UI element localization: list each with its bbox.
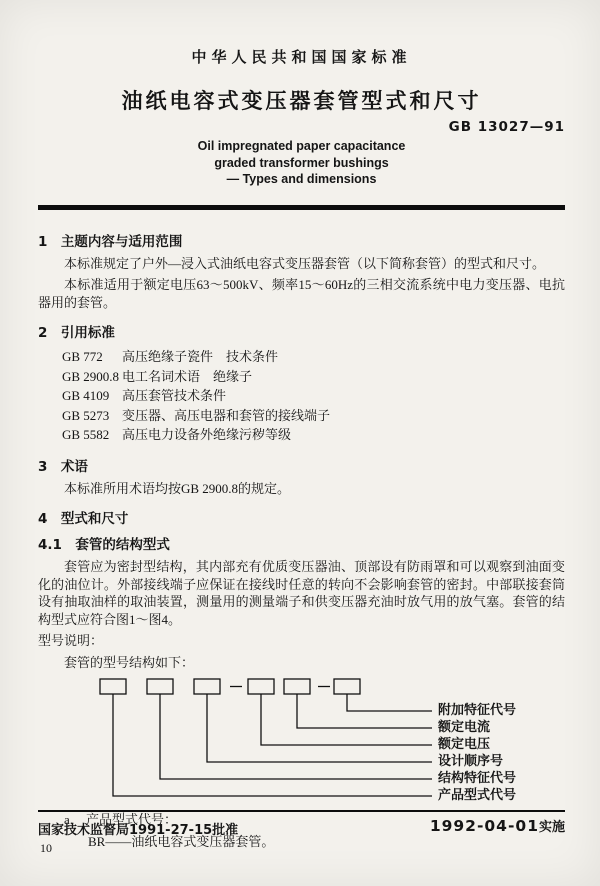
- section-4-1-heading: 4.1 套管的结构型式: [38, 537, 170, 553]
- english-title-line3: — Types and dimensions: [226, 172, 377, 186]
- reference-title: 电工名词术语 绝缘子: [122, 368, 253, 384]
- reference-item: [62, 386, 565, 406]
- reference-item: [62, 367, 565, 387]
- approval-note: 国家技术监督局1991-27-15批准: [38, 823, 239, 838]
- implementation-date-value: 1992-04-01: [429, 817, 539, 835]
- reference-code: GB 772: [62, 349, 103, 364]
- reference-item: [62, 425, 565, 445]
- standard-category-label: 中华人民共和国国家标准: [191, 48, 412, 66]
- implementation-date: [430, 816, 565, 835]
- reference-item: [62, 406, 565, 426]
- model-label-additional-feature-code: 附加特征代号: [438, 703, 517, 718]
- document-title: 油纸电容式变压器套管型式和尺寸: [121, 89, 482, 113]
- model-label-design-sequence-number: 设计顺序号: [438, 754, 504, 769]
- product-type-code-detail: BR——油纸电容式变压器套管。: [88, 833, 275, 849]
- model-code-box-2: [147, 679, 173, 694]
- section-4-1-para: 套管应为密封型结构，其内部充有优质变压器油、顶部设有防雨罩和可以观察到油面变化的油位计。外部接线端子应保证在接线时任意的转向不会影响套管的密封。中部联接套筒设有抽取油样的取油装置，测量用的测量端子和供变压器充油时放气用的放气塞。套管的结构型式应符合图1～图4。: [38, 559, 565, 627]
- header-divider: [38, 205, 565, 210]
- model-label-product-type-code: 产品型式代号: [438, 788, 517, 803]
- referenced-standards-list: [62, 347, 565, 445]
- model-code-box-4: [248, 679, 274, 694]
- section-1-para-1: 本标准规定了户外—浸入式油纸电容式变压器套管（以下简称套管）的型式和尺寸。: [64, 255, 546, 271]
- model-label-rated-voltage: 额定电压: [438, 737, 491, 752]
- reference-title: 高压套管技术条件: [122, 388, 227, 403]
- model-note: 型号说明：: [38, 633, 104, 648]
- english-title: [38, 138, 565, 188]
- model-code-box-6: [334, 679, 360, 694]
- section-1-para-2: 本标准适用于额定电压63～500kV、频率15～60Hz的三相交流系统中电力变压器、电抗器用的套管。: [38, 277, 565, 310]
- reference-code: GB 5582: [62, 427, 110, 442]
- reference-title: 变压器、高压电器和套管的接线端子: [122, 407, 331, 423]
- connector-line: [160, 694, 432, 779]
- standard-number: GB 13027—91: [448, 119, 565, 135]
- section-4-heading: 4 型式和尺寸: [38, 511, 129, 527]
- model-code-box-1: [100, 679, 126, 694]
- model-number-diagram: [38, 675, 565, 807]
- connector-line: [347, 694, 432, 711]
- reference-title: 高压电力设备外绝缘污秽等级: [122, 427, 292, 442]
- product-type-code-item: a. 产品型式代号：: [64, 812, 178, 827]
- reference-code: GB 4109: [62, 388, 110, 403]
- model-intro: 套管的型号结构如下：: [64, 654, 195, 670]
- implementation-date-suffix: 实施: [538, 820, 565, 835]
- section-1-heading: 1 主题内容与适用范围: [38, 233, 183, 250]
- page-number: 10: [40, 841, 52, 855]
- model-label-rated-current: 额定电流: [438, 720, 491, 735]
- section-3-para: 本标准所用术语均按GB 2900.8的规定。: [64, 480, 291, 496]
- reference-code: GB 5273: [62, 407, 110, 423]
- model-code-box-5: [284, 679, 310, 694]
- english-title-line2: graded transformer bushings: [214, 155, 389, 170]
- model-label-structure-feature-code: 结构特征代号: [438, 771, 517, 786]
- footer-divider: [38, 810, 565, 812]
- section-2-heading: 2 引用标准: [38, 325, 115, 341]
- model-code-box-3: [194, 679, 220, 694]
- reference-code: GB 2900.8: [62, 368, 120, 384]
- reference-title: 高压绝缘子瓷件 技术条件: [122, 349, 279, 364]
- section-3-heading: 3 术语: [38, 458, 88, 475]
- english-title-line1: Oil impregnated paper capacitance: [197, 139, 406, 153]
- reference-item: [62, 347, 565, 367]
